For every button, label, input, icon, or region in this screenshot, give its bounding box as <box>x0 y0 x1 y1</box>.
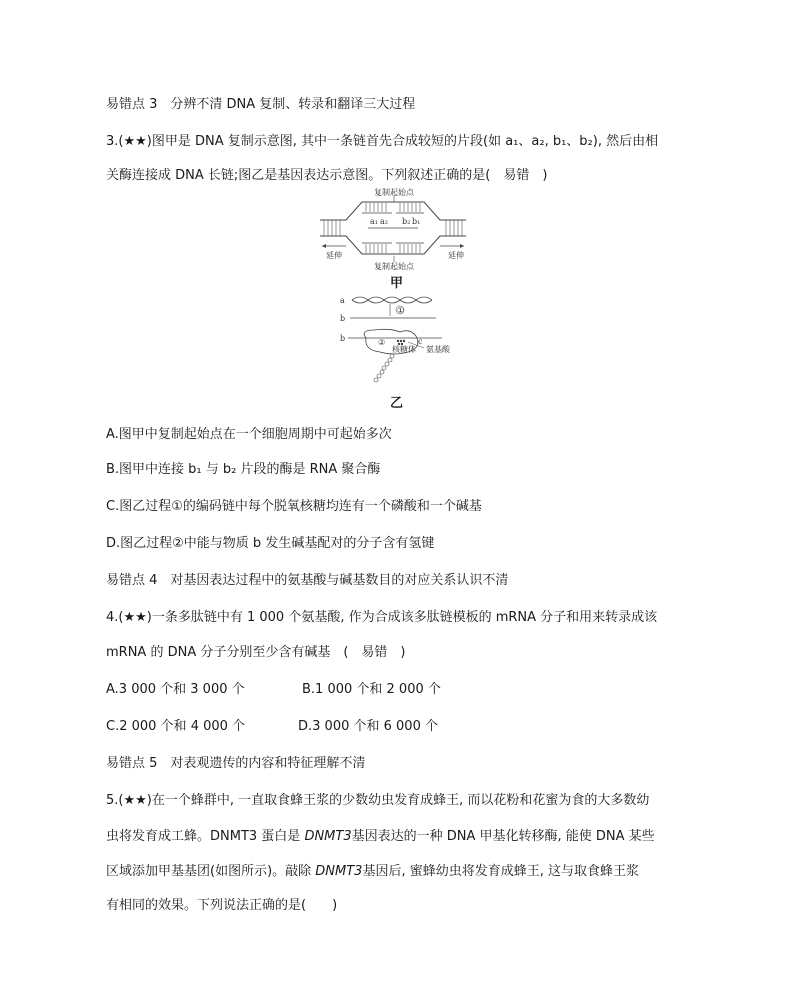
section-4-heading: 易错点 4 对基因表达过程中的氨基酸与碱基数目的对应关系认识不清 <box>106 573 509 588</box>
yi-label-b-bottom: b <box>340 334 346 343</box>
q4-option-a: A.3 000 个和 3 000 个 <box>106 682 245 697</box>
q5-line2-part1: 虫将发育成工蜂。DNMT3 蛋白是 <box>106 829 305 844</box>
q3-option-c: C.图乙过程①的编码链中每个脱氧核糖均连有一个磷酸和一个碱基 <box>106 499 482 514</box>
q5-line2-part2: 基因表达的一种 DNA 甲基化转移酶, 能使 DNA 某些 <box>351 829 655 844</box>
yi-label-c: c <box>418 337 423 346</box>
yi-ribosome-label: 核糖体 <box>392 345 416 354</box>
figure-jia-dna-replication <box>318 188 468 270</box>
q5-stem-line3 <box>106 863 639 881</box>
jia-extend-right-label: 延伸 <box>448 251 464 260</box>
yi-process-1: ① <box>397 306 405 315</box>
jia-seg-b1: b₁ <box>412 217 421 226</box>
q3-option-d: D.图乙过程②中能与物质 b 发生碱基配对的分子含有氢键 <box>106 536 435 551</box>
q5-stem-line2 <box>106 828 655 846</box>
jia-top-origin-label: 复制起始点 <box>374 188 414 197</box>
q4-option-c: C.2 000 个和 4 000 个 <box>106 719 246 734</box>
figure-jia-caption: 甲 <box>390 276 404 291</box>
section-3-heading: 易错点 3 分辨不清 DNA 复制、转录和翻译三大过程 <box>106 97 416 112</box>
q3-option-b: B.图甲中连接 b₁ 与 b₂ 片段的酶是 RNA 聚合酶 <box>106 462 381 477</box>
q5-line3-part2: 基因后, 蜜蜂幼虫将发育成蜂王, 这与取食蜂王浆 <box>362 864 639 879</box>
q4-stem-line2: mRNA 的 DNA 分子分别至少含有碱基 ( 易错 ) <box>106 645 406 660</box>
q5-gene-name-2: DNMT3 <box>315 864 363 879</box>
figure-yi-caption: 乙 <box>390 396 404 411</box>
jia-seg-a2: a₂ <box>380 217 388 226</box>
yi-label-b-top: b <box>340 314 346 323</box>
jia-seg-a1: a₁ <box>370 217 378 226</box>
q4-option-d: D.3 000 个和 6 000 个 <box>298 719 438 734</box>
q5-stem-line4: 有相同的效果。下列说法正确的是( ) <box>106 898 338 913</box>
jia-bottom-origin-label: 复制起始点 <box>374 262 414 270</box>
q5-gene-name-1: DNMT3 <box>304 829 352 844</box>
q3-stem-line2: 关酶连接成 DNA 长链;图乙是基因表达示意图。下列叙述正确的是( 易错 ) <box>106 168 548 183</box>
yi-label-a: a <box>340 296 345 305</box>
yi-amino-acid-label: 氨基酸 <box>426 345 450 354</box>
q5-stem-line1: 5.(★★)在一个蜂群中, 一直取食蜂王浆的少数幼虫发育成蜂王, 而以花粉和花蜜为食的大多数幼 <box>106 793 650 808</box>
figure-yi-gene-expression <box>338 294 458 390</box>
q3-option-a: A.图甲中复制起始点在一个细胞周期中可起始多次 <box>106 427 392 442</box>
jia-seg-b2: b₂ <box>402 217 411 226</box>
q3-stem-line1: 3.(★★)图甲是 DNA 复制示意图, 其中一条链首先合成较短的片段(如 a₁、a₂, b₁、b₂), 然后由相 <box>106 134 659 149</box>
yi-process-2: ② <box>378 338 386 347</box>
section-5-heading: 易错点 5 对表观遗传的内容和特征理解不清 <box>106 756 366 771</box>
q4-option-b: B.1 000 个和 2 000 个 <box>302 682 441 697</box>
q5-line3-part1: 区域添加甲基基团(如图所示)。敲除 <box>106 864 316 879</box>
q4-stem-line1: 4.(★★)一条多肽链中有 1 000 个氨基酸, 作为合成该多肽链模板的 mRNA 分子和用来转录成该 <box>106 610 658 625</box>
jia-extend-left-label: 延伸 <box>326 251 342 260</box>
